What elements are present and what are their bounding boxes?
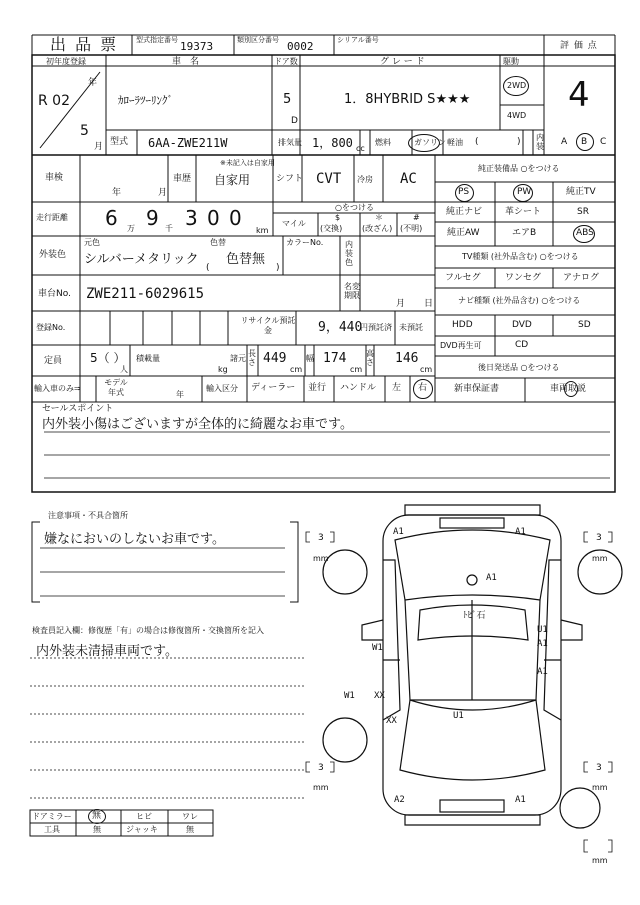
name-change-day: 日 xyxy=(424,299,434,309)
car-name: ｶﾛｰﾗﾂｰﾘﾝｸﾞ xyxy=(118,94,173,107)
mileage-sen: 千 xyxy=(165,224,173,233)
handle-right-circle-mark xyxy=(413,379,433,399)
car-diagram xyxy=(362,505,582,825)
chassis-label: 車台No. xyxy=(38,289,71,299)
category-value: 0002 xyxy=(287,40,314,53)
recycle-label: リサイクル預託金 xyxy=(240,316,296,335)
import-label: 輸入車のみ⇒ xyxy=(34,384,81,393)
grade-label: グ レ ー ド xyxy=(380,57,425,67)
name-change-month: 月 xyxy=(396,299,406,309)
tools-label: 工具 xyxy=(44,825,60,834)
history-label: 車歴 xyxy=(173,174,192,184)
serial-label: シリアル番号 xyxy=(337,36,379,44)
first-reg-label: 初年度登録 xyxy=(46,57,86,66)
equip-pw: PW xyxy=(517,187,532,197)
tread-rl-unit: mm xyxy=(313,783,329,792)
handle-right: 右 xyxy=(418,383,428,393)
width-unit: cm xyxy=(350,365,363,374)
ac-value: AC xyxy=(400,171,417,187)
equip-pw-circle-mark xyxy=(513,184,533,202)
shift-label: シフト xyxy=(276,174,304,184)
damage-mark-2: A1 xyxy=(515,527,526,537)
ac-label: 冷房 xyxy=(357,175,373,184)
repaint-paren-close: ) xyxy=(276,263,280,273)
equip-leather: 革シート xyxy=(505,207,542,217)
equip-aw: 純正AW xyxy=(447,228,480,238)
name-change-label: 名変期限 xyxy=(344,282,360,301)
ship-manual-circle-mark xyxy=(564,381,578,397)
ship-title: 後日発送品 ○をつける xyxy=(478,363,560,372)
fuel-diesel-paren-close: ) xyxy=(517,137,521,147)
navi-sd: SD xyxy=(578,320,591,330)
fuel-diesel-paren-open: ( xyxy=(475,137,479,147)
load-unit: kg xyxy=(218,365,228,374)
score-value: 4 xyxy=(568,75,590,115)
interior-grade-b: B xyxy=(581,137,588,147)
first-reg-year: R 02 xyxy=(38,93,70,109)
navi-dvd: DVD xyxy=(512,320,532,330)
displacement-unit: cc xyxy=(356,144,365,153)
tools-value: 無 xyxy=(93,825,101,834)
equip-tv: 純正TV xyxy=(566,187,596,197)
mileage-exchange: (交換) xyxy=(320,224,343,233)
tread-fr-value: 3 xyxy=(596,533,602,543)
mileage-unknown: (不明) xyxy=(400,224,423,233)
mirror-value: 無 xyxy=(92,811,102,821)
mileage-digit-2: 9 xyxy=(146,206,159,230)
notes-text: 嫌なにおいのしないお車です。 xyxy=(44,532,225,547)
first-reg-month-unit: 月 xyxy=(94,142,104,152)
tread-fl-unit: mm xyxy=(313,554,329,563)
handle-left: 左 xyxy=(392,383,402,393)
fuel-gasoline-circle-mark xyxy=(408,134,440,152)
mileage-digit-5: 0 xyxy=(229,206,242,230)
mileage-digit-1: 6 xyxy=(105,206,118,230)
import-type-label: 輸入区分 xyxy=(206,384,238,393)
reg-no-label: 登録No. xyxy=(36,323,66,332)
load-label: 積載量 xyxy=(136,354,160,363)
mileage-unknown-mark: # xyxy=(413,213,420,222)
model-cert-value: 19373 xyxy=(180,40,214,53)
import-parallel: 並行 xyxy=(308,383,327,393)
dims-label: 諸元 xyxy=(230,354,246,363)
handle-label: ハンドル xyxy=(340,383,377,393)
import-dealer: ディーラー xyxy=(251,383,296,393)
tread-fl-value: 3 xyxy=(318,533,324,543)
doors-label: ドア数 xyxy=(274,57,298,66)
notes-label: 注意事項・不具合箇所 xyxy=(48,511,128,520)
tv-fullseg: フルセグ xyxy=(445,273,481,283)
equip-navi: 純正ナビ xyxy=(446,207,483,217)
damage-mark-13: A2 xyxy=(394,795,405,805)
length-unit: cm xyxy=(290,365,303,374)
ship-manual: 車両取説 xyxy=(550,384,587,394)
height-unit: cm xyxy=(420,365,433,374)
equip-abs-circle-mark xyxy=(573,225,595,243)
fuel-diesel-label: 軽油 xyxy=(447,138,463,147)
width-value: 174 xyxy=(323,351,347,366)
car-name-label: 車 名 xyxy=(172,57,200,67)
tread-rl-value: 3 xyxy=(318,763,324,773)
interior-grade-a: A xyxy=(561,137,568,147)
equip-ps: PS xyxy=(458,187,470,197)
history-value: 自家用 xyxy=(214,173,251,187)
mirror-circle-mark xyxy=(88,809,106,824)
jack-label: ジャッキ xyxy=(126,825,158,834)
doors-value: 5 xyxy=(283,92,292,107)
navi-hdd: HDD xyxy=(452,320,473,330)
dvd-cd: CD xyxy=(515,340,529,350)
damage-mark-1: A1 xyxy=(393,527,404,537)
model-type: 6AA-ZWE211W xyxy=(148,136,228,150)
model-year-label: モデル年式 xyxy=(104,378,128,397)
mileage-circle-note: ○をつける xyxy=(335,203,374,212)
capacity-label: 定員 xyxy=(44,356,63,366)
grade-value: 1．8HYBRID S★★★ xyxy=(344,92,471,107)
inspector-label: 検査員記入欄：修復歴「有」の場合は修復箇所・交換箇所を記入 xyxy=(32,626,264,635)
tv-title: TV種類 (社外品含む) ○をつける xyxy=(462,252,579,261)
repaint-label: 色替 xyxy=(210,238,226,247)
history-note: ※未記入は自家用 xyxy=(220,159,275,167)
shift-value: CVT xyxy=(316,171,342,187)
interior-color-label: 内装色 xyxy=(345,240,353,268)
crack-label: ヒビ xyxy=(136,812,152,821)
equip-abs: ABS xyxy=(576,228,594,238)
doors-sub: D xyxy=(291,116,298,126)
damage-mark-3: A1 xyxy=(486,573,497,583)
exterior-label: 外装色 xyxy=(39,250,67,260)
model-type-label: 型式 xyxy=(110,137,129,147)
break-label: ワレ xyxy=(182,812,198,821)
width-label: 幅 xyxy=(306,354,314,363)
damage-mark-8: A1 xyxy=(537,667,548,677)
chassis-value: ZWE211-6029615 xyxy=(86,286,205,302)
inspection-label: 車検 xyxy=(45,173,64,183)
mileage-exchange-mark: $ xyxy=(335,213,341,222)
inspection-month-unit: 月 xyxy=(158,188,168,198)
recycle-paid: 円預託済 xyxy=(360,323,392,332)
displacement-label: 排気量 xyxy=(278,138,302,147)
damage-mark-5: U1 xyxy=(537,625,548,635)
model-cert-label: 型式指定番号 xyxy=(136,36,178,44)
damage-mark-14: A1 xyxy=(515,795,526,805)
drive-label: 駆動 xyxy=(503,57,519,66)
tread-rr-value: 3 xyxy=(596,763,602,773)
sales-point-text: 内外装小傷はございますが全体的に綺麗なお車です。 xyxy=(42,417,353,432)
equipment-title: 純正装備品 ○をつける xyxy=(478,164,560,173)
damage-mark-10: XX xyxy=(374,691,385,701)
drive-4wd: 4WD xyxy=(507,111,527,120)
displacement-value: 1，800 xyxy=(312,136,353,150)
tread-rr-unit: mm xyxy=(592,783,608,792)
capacity-unit: 人 xyxy=(120,365,128,374)
repaint-value: 色替無 xyxy=(226,252,266,267)
mileage-modified: (改ざん) xyxy=(362,224,393,233)
recycle-unpaid: 未預託 xyxy=(399,323,423,332)
dvd-label: DVD再生可 xyxy=(440,341,482,350)
tv-analog: アナログ xyxy=(563,273,600,283)
damage-mark-7: W1 xyxy=(372,643,383,653)
sales-point-label: セールスポイント xyxy=(42,404,114,414)
mileage-label: 走行距離 xyxy=(36,213,68,222)
mileage-digit-3: 3 xyxy=(185,206,198,230)
mileage-man: 万 xyxy=(127,224,135,233)
jack-value: 無 xyxy=(186,825,194,834)
form-title: 出 品 票 xyxy=(50,35,119,54)
mileage-modified-mark: ＊ xyxy=(375,213,383,222)
mileage-digit-4: 0 xyxy=(207,206,220,230)
repaint-paren-open: ( xyxy=(206,263,210,273)
inspector-text: 内外装未清掃車両です。 xyxy=(36,644,178,659)
inspection-year-unit: 年 xyxy=(112,188,122,198)
fuel-gasoline: ガソリン xyxy=(414,138,446,147)
equip-sr: SR xyxy=(577,207,589,217)
mileage-mile: マイル xyxy=(282,219,306,228)
recycle-value: 9，440 xyxy=(318,320,363,335)
first-reg-month: 5 xyxy=(80,123,89,139)
score-label: 評 価 点 xyxy=(560,41,598,51)
damage-mark-12: U1 xyxy=(453,711,464,721)
category-label: 類別区分番号 xyxy=(237,36,279,44)
navi-title: ナビ種類 (社外品含む) ○をつける xyxy=(458,296,581,305)
height-label: 高さ xyxy=(366,349,374,367)
drive-2wd: 2WD xyxy=(507,81,527,90)
color-no-label: カラーNo. xyxy=(286,238,324,247)
interior-grade-c: C xyxy=(600,137,607,147)
length-value: 449 xyxy=(263,351,287,366)
damage-mark-11: XX xyxy=(386,716,397,726)
capacity-value: 5（ ） xyxy=(90,351,126,365)
equip-airbag: エアB xyxy=(512,228,537,238)
mirror-label: ドアミラー xyxy=(32,812,72,821)
tv-oneseg: ワンセグ xyxy=(505,273,542,283)
orig-color-value: シルバーメタリック xyxy=(84,252,199,267)
first-reg-year-unit: 年 xyxy=(88,78,98,88)
damage-mark-4: ﾄﾋﾞ石 xyxy=(463,611,486,621)
interior-label: 内装 xyxy=(536,133,544,151)
tread-spare-unit: mm xyxy=(592,856,608,865)
ship-warranty: 新車保証書 xyxy=(454,384,500,394)
tread-fr-unit: mm xyxy=(592,554,608,563)
fuel-label: 燃料 xyxy=(375,138,391,147)
interior-b-circle-mark xyxy=(576,133,594,151)
height-value: 146 xyxy=(395,351,419,366)
length-label: 長さ xyxy=(248,349,256,367)
damage-mark-6: A1 xyxy=(537,639,548,649)
equip-ps-circle-mark xyxy=(455,184,474,202)
mileage-km: km xyxy=(256,226,269,235)
drive-2wd-circle-mark xyxy=(503,76,529,96)
damage-mark-9: W1 xyxy=(344,691,355,701)
orig-color-label: 元色 xyxy=(84,238,100,247)
model-year-unit: 年 xyxy=(176,390,184,399)
